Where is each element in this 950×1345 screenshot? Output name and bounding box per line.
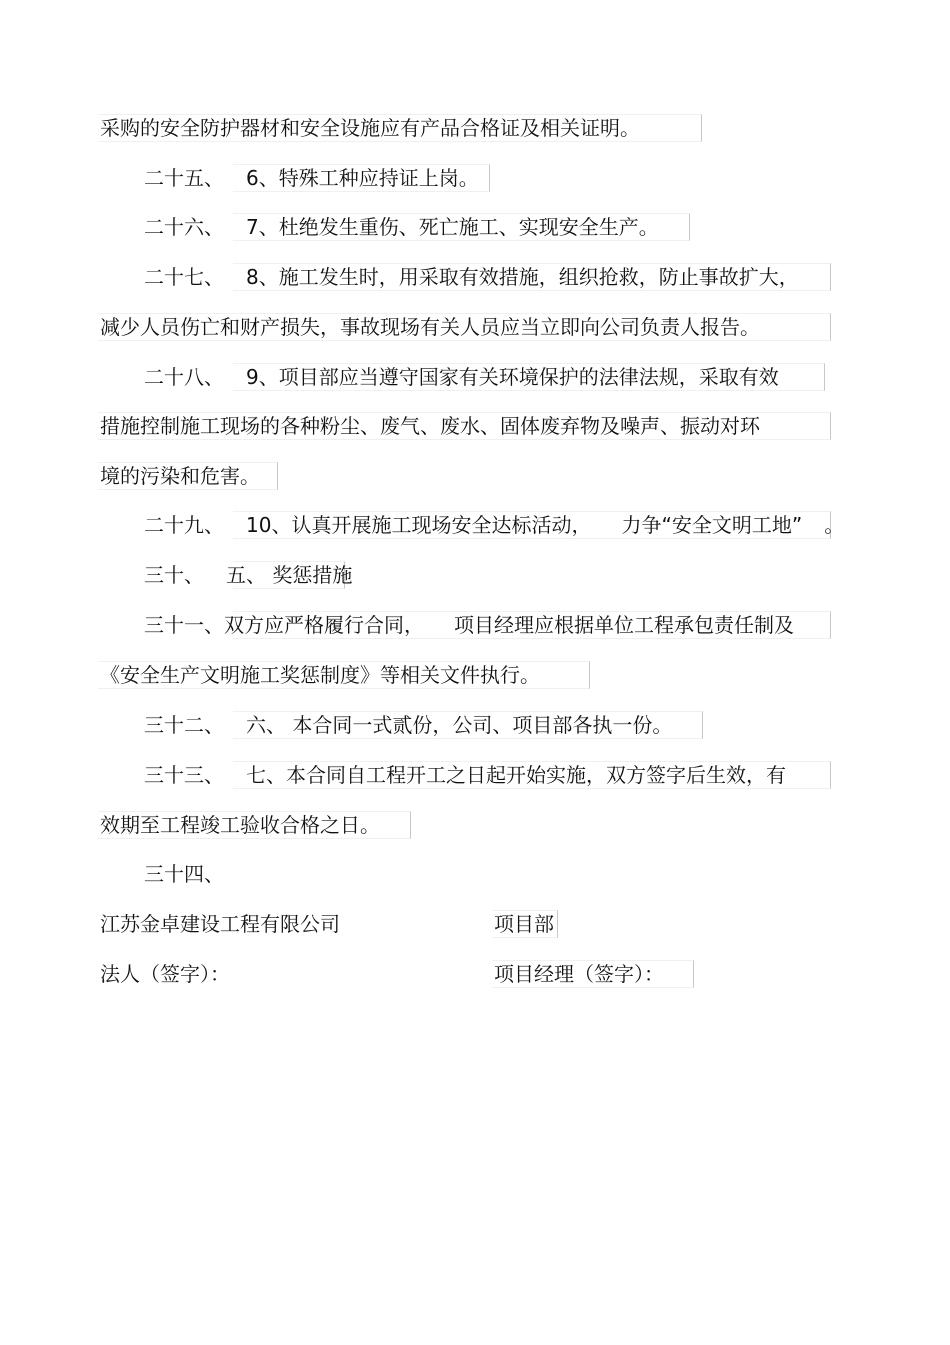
clause-text: 效期至工程竣工验收合格之日。 xyxy=(100,813,380,837)
clause-line xyxy=(144,561,352,589)
clause-text: 采购的安全防护器材和安全设施应有产品合格证及相关证明。 xyxy=(100,116,640,140)
clause-line xyxy=(144,164,479,192)
clause-number: 三十二、 xyxy=(144,713,224,737)
clause-text: 七、本合同自工程开工之日起开始实施，双方签字后生效，有 xyxy=(246,763,786,787)
clause-text: 双方应严格履行合同， xyxy=(224,613,424,637)
clause-number: 三十一、 xyxy=(144,613,224,637)
signature-manager: 项目经理（签字）： xyxy=(494,962,664,986)
clause-text: 7、杜绝发生重伤、死亡施工、实现安全生产。 xyxy=(246,215,659,239)
clause-text: 力争“安全文明工地” xyxy=(621,513,803,537)
clause-number: 三十四、 xyxy=(144,862,224,886)
signature-legal-rep: 法人（签字）： xyxy=(100,962,230,986)
clause-number: 二十七、 xyxy=(144,265,224,289)
clause-line xyxy=(144,611,794,639)
clause-line xyxy=(100,462,260,490)
signature-company: 江苏金卓建设工程有限公司 xyxy=(100,912,340,936)
clause-line xyxy=(100,811,380,839)
clause-text: 8、施工发生时，用采取有效措施，组织抢救，防止事故扩大， xyxy=(246,265,799,289)
clause-line xyxy=(144,711,672,739)
clause-text: 9、项目部应当遵守国家有关环境保护的法律法规，采取有效 xyxy=(246,365,779,389)
clause-text: 。 xyxy=(824,513,845,537)
clause-number: 三十、 xyxy=(144,563,204,587)
clause-line xyxy=(144,263,799,291)
clause-number: 三十三、 xyxy=(144,763,224,787)
clause-line xyxy=(100,313,760,341)
clause-number: 二十九、 xyxy=(144,513,224,537)
clause-line xyxy=(144,761,786,789)
clause-line xyxy=(144,213,659,241)
clause-line xyxy=(144,363,779,391)
clause-text: 6、特殊工种应持证上岗。 xyxy=(246,166,479,190)
clause-line xyxy=(100,114,640,142)
clause-text: 六、 本合同一式贰份，公司、项目部各执一份。 xyxy=(246,713,673,737)
signature-dept: 项目部 xyxy=(494,912,554,936)
clause-text: 五、 奖惩措施 xyxy=(226,563,353,587)
clause-number: 二十五、 xyxy=(144,166,224,190)
clause-number: 二十六、 xyxy=(144,215,224,239)
clause-line xyxy=(144,511,844,539)
clause-text: 措施控制施工现场的各种粉尘、废气、废水、固体废弃物及噪声、振动对环 xyxy=(100,414,760,438)
clause-number: 二十八、 xyxy=(144,365,224,389)
clause-line xyxy=(100,661,540,689)
clause-line xyxy=(100,412,760,440)
clause-line xyxy=(144,860,224,888)
clause-text: 项目经理应根据单位工程承包责任制及 xyxy=(454,613,794,637)
clause-text: 《安全生产文明施工奖惩制度》等相关文件执行。 xyxy=(100,663,540,687)
clause-text: 境的污染和危害。 xyxy=(100,464,260,488)
clause-text: 减少人员伤亡和财产损失，事故现场有关人员应当立即向公司负责人报告。 xyxy=(100,315,760,339)
clause-text: 10、认真开展施工现场安全达标活动， xyxy=(246,513,592,537)
